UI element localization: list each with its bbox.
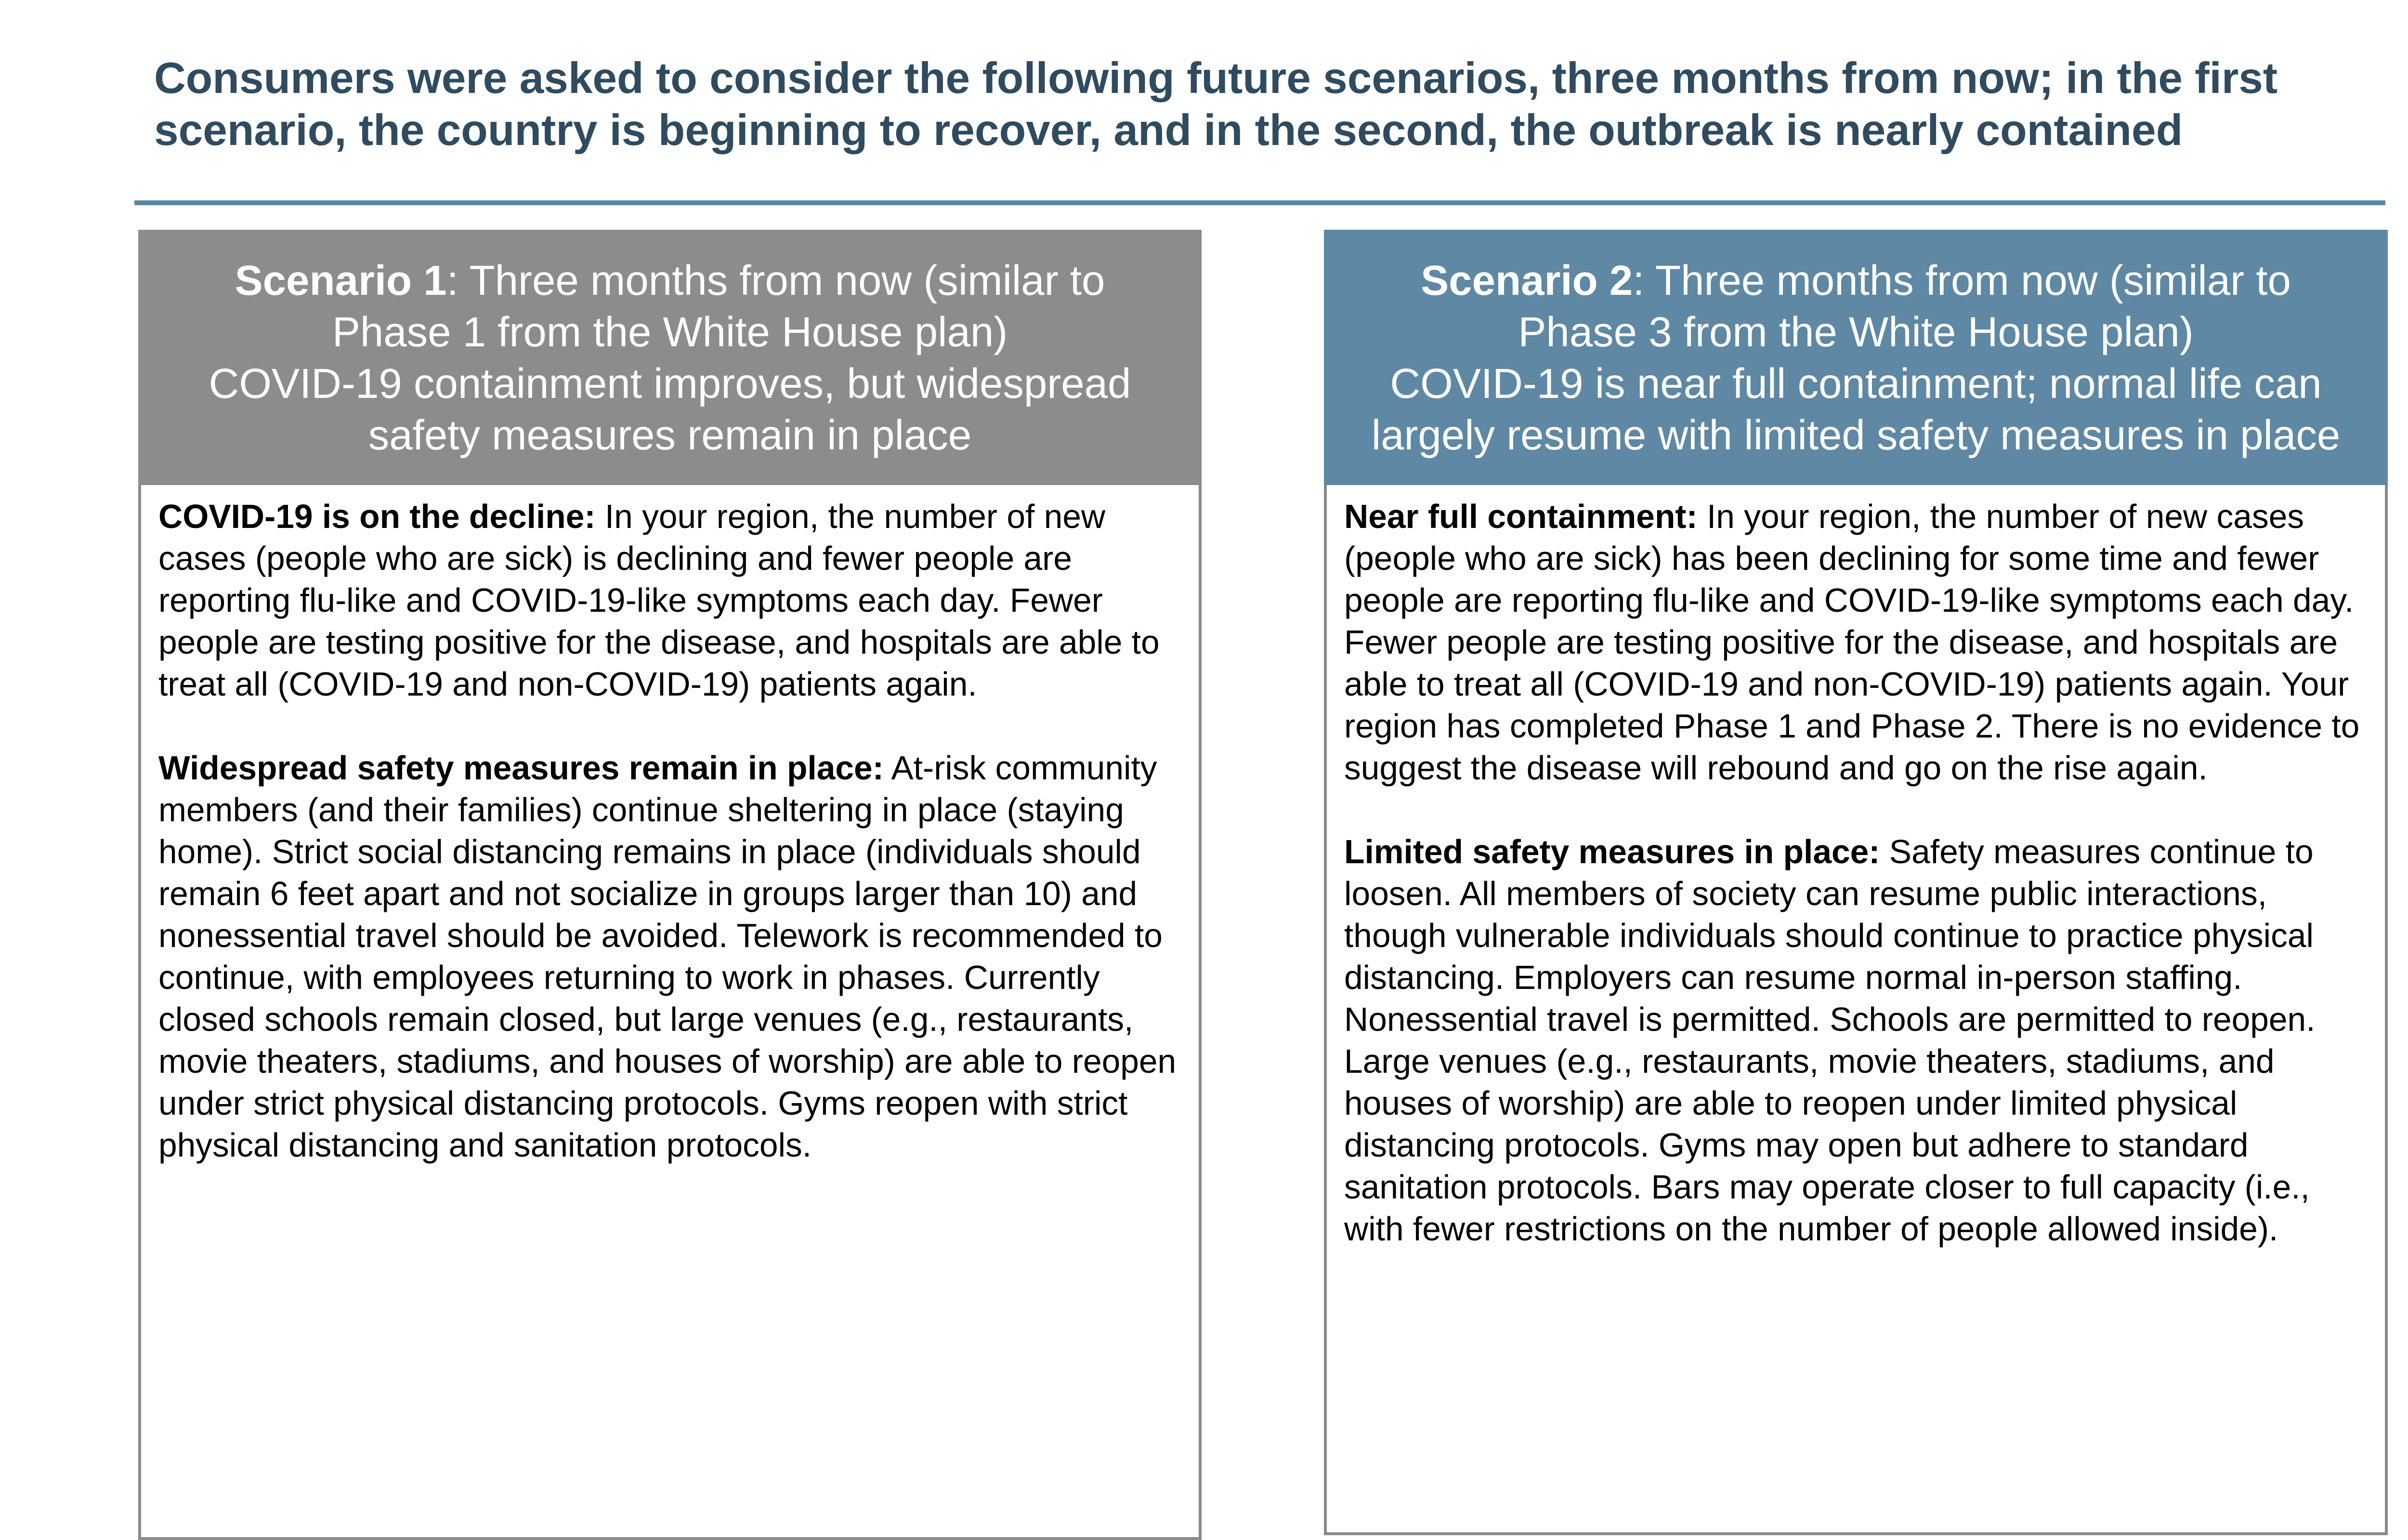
scenario-1-paragraph-decline-text: In your region, the number of new cases (people who are sick) is declining and fewer people are reporting flu-like and COVID-19-like symptoms each day. Fewer people are testing positive for the disease, and hospitals are able to treat all (COVID-19 and non-COVID-19) patients again. [158, 498, 1160, 703]
scenario-1-panel [138, 230, 1202, 1540]
scenario-1-paragraph-decline [158, 496, 1181, 705]
scenario-2-panel [1324, 230, 2388, 1535]
scenario-2-paragraph-containment-lead: Near full containment: [1344, 498, 1698, 535]
scenario-1-header-line4: safety measures remain in place [368, 412, 972, 459]
scenario-2-header-line4: largely resume with limited safety measures in place [1371, 412, 2341, 459]
scenario-1-header-line1 [153, 255, 1187, 306]
scenario-2-paragraph-safety-text: Safety measures continue to loosen. All members of society can resume public interactions, though vulnerable individuals should continue to practice physical distancing. Employers can resume normal in-person staffing. Nonessential travel is permitted. Schools are permitted to reopen. Large venues (e.g., restaurants, movie theaters, stadiums, and houses of worship) are able to reopen under limited physical distancing protocols. Gyms may open but adhere to standard sanitation protocols. Bars may operate closer to full capacity (i.e., with fewer restrictions on the number of people allowed inside). [1344, 833, 2316, 1248]
scenario-1-header-line1-text: : Three months from now (similar to [446, 257, 1105, 304]
scenario-1-header-line2: Phase 1 from the White House plan) [332, 309, 1008, 355]
page-title: Consumers were asked to consider the following future scenarios, three months from now; in the first scenario, the country is beginning to recover, and in the second, the outbreak is nearly contained [154, 53, 2278, 155]
scenario-2-paragraph-safety [1344, 831, 2368, 1250]
scenario-2-body [1324, 485, 2388, 1535]
scenario-2-header [1324, 230, 2388, 485]
scenario-1-header-line3: COVID-19 containment improves, but widespread [209, 360, 1131, 407]
scenario-1-label: Scenario 1 [235, 257, 447, 304]
scenario-1-paragraph-safety-text: At-risk community members (and their families) continue sheltering in place (staying home). Strict social distancing remains in place (individuals should remain 6 feet apart and not socialize in groups larger than 10) and nonessential travel should be avoided. Telework is recommended to continue, with employees returning to work in phases. Currently closed schools remain closed, but large venues (e.g., restaurants, movie theaters, stadiums, and houses of worship) are able to reopen under strict physical distancing protocols. Gyms reopen with strict physical distancing and sanitation protocols. [158, 749, 1177, 1164]
title-divider [134, 200, 2385, 205]
scenario-1-paragraph-safety-lead: Widespread safety measures remain in place: [158, 749, 884, 787]
scenario-2-paragraph-containment-text: In your region, the number of new cases (people who are sick) has been declining for some time and fewer people are reporting flu-like and COVID-19-like symptoms each day. Fewer people are testing positive for the disease, and hospitals are able to treat all (COVID-19 and non-COVID-19) patients again. Your region has completed Phase 1 and Phase 2. There is no evidence to suggest the disease will rebound and go on the rise again. [1344, 498, 2360, 787]
scenario-2-paragraph-containment [1344, 496, 2368, 789]
scenario-2-header-line1 [1338, 255, 2373, 306]
scenario-2-header-line1-text: : Three months from now (similar to [1633, 257, 2291, 304]
scenario-2-header-line2: Phase 3 from the White House plan) [1518, 309, 2194, 355]
scenario-2-paragraph-safety-lead: Limited safety measures in place: [1344, 833, 1880, 870]
scenario-1-paragraph-safety [158, 747, 1181, 1166]
scenario-2-header-line3: COVID-19 is near full containment; normal life can [1390, 360, 2322, 407]
scenario-1-paragraph-decline-lead: COVID-19 is on the decline: [158, 498, 596, 535]
scenario-1-header [138, 230, 1202, 485]
scenario-2-label: Scenario 2 [1421, 257, 1633, 304]
scenario-1-body [138, 485, 1202, 1540]
